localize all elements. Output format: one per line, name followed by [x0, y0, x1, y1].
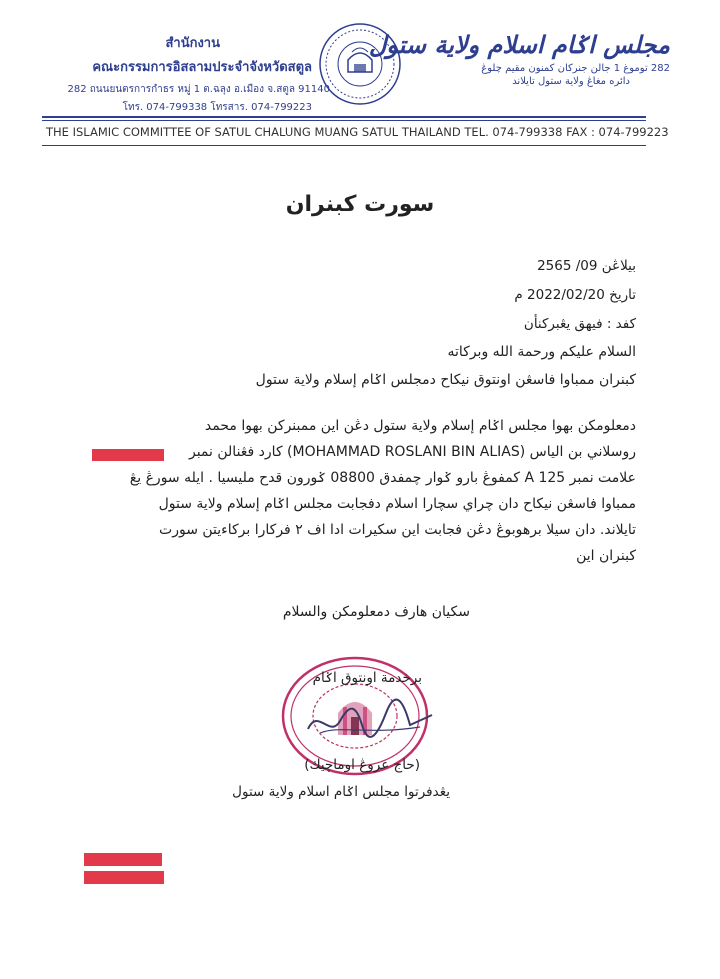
- body-line: علامت نمبر 125 A كمفوڠ بارو ݢوار چمفدق 08800 ݢورون قدح مليسيا . ايله سورڠ يڠ: [129, 470, 636, 486]
- body-line: روسلاني بن الياس (MOHAMMAD ROSLANI BIN ALIAS) كارد فڠنالن نمبر: [188, 444, 636, 460]
- signer-title: يڠدفرتوا مجلس اݢام اسلام ولاية ستول: [232, 784, 450, 800]
- header-rule-bottom: [42, 145, 646, 146]
- closing-line: سكيان هارف دمعلومكن والسلام: [282, 604, 470, 620]
- english-address-line: THE ISLAMIC COMMITTEE OF SATUL CHALUNG MUANG SATUL THAILAND TEL. 074-799338 FAX : 074-799223: [46, 125, 669, 139]
- jawi-committee-name: مجلس اݢام اسلام ولاية ستول: [368, 30, 670, 59]
- greeting: السلام عليكم ورحمة الله وبركاته: [447, 344, 636, 360]
- body-line: دمعلومكن بهوا مجلس اݢام إسلام ولاية ستول دڠن اين ممبنركن بهوا محمد: [204, 418, 636, 434]
- letter-date: تاريخ 2022/02/20 م: [514, 287, 636, 303]
- body-line: ممباوا فاسڠن نيكاح دان چراي سچارا اسلام دفجابت مجلس اݢام إسلام ولاية ستول: [158, 496, 636, 512]
- handwritten-signature: [300, 695, 440, 745]
- thai-committee-name: คณะกรรมการอิสลามประจำจังหวัดสตูล: [92, 60, 312, 75]
- jawi-address-line-1: 282 توموغ 1 جالن جنركان كمنون مقيم چلوڠ: [481, 63, 670, 74]
- header-rule-thick: [42, 116, 646, 118]
- redacted-footer-line-1: [84, 853, 162, 866]
- subject-line: كبنران ممباوا فاسڠن اونتوق نيكاح دمجلس اݢام إسلام ولاية ستول: [255, 372, 636, 388]
- thai-office-label: สำนักงาน: [165, 36, 220, 51]
- jawi-letterhead: [368, 30, 670, 87]
- signature-label: برخدمة اونتوق اݢام: [312, 670, 422, 686]
- signer-name: (حاج عروڠ اوماچيك): [304, 757, 420, 773]
- redacted-footer-line-2: [84, 871, 164, 884]
- body-line: تايلاند. دان سيلا برهوبوڠ دڠن فجابت اين سكيرات ادا اف ٢ فركارا بركاءيتن سورت: [159, 522, 636, 538]
- header-rule-thin: [42, 120, 646, 121]
- thai-address: 282 ถนนยนตรการกำธร หมู่ 1 ต.ฉลุง อ.เมือง จ.สตูล 91140: [67, 84, 330, 95]
- reference-number: بيلاڠن 09/ 2565: [537, 258, 636, 274]
- body-line: كبنران اين: [576, 548, 636, 564]
- recipient-line: كفد : فيهق يڠبركنأن: [523, 316, 636, 332]
- letter-body: [16, 413, 636, 569]
- thai-phone: โทร. 074-799338 โทรสาร. 074-799223: [122, 102, 312, 113]
- jawi-address-line-2: دائره مغاڠ ولاية ستول تايلاند: [512, 76, 630, 87]
- redacted-id-number: [92, 449, 164, 461]
- letter-title: سورت كبنران: [285, 192, 435, 217]
